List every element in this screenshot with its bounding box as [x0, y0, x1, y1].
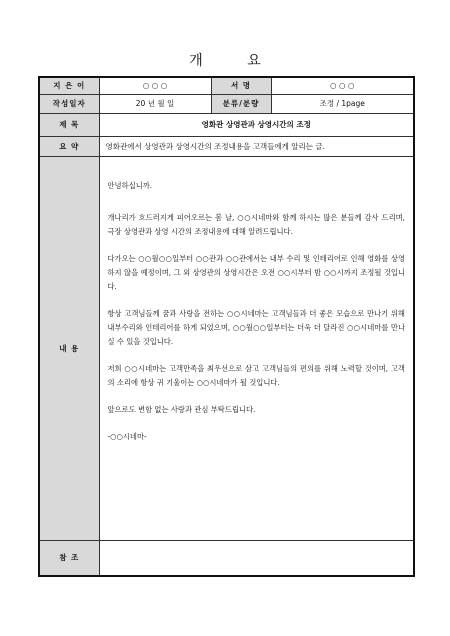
- date-value: 20 년 월 일: [99, 94, 211, 113]
- category-value: 조정 / 1page: [271, 94, 414, 113]
- document-title: 개 요: [189, 53, 281, 69]
- content-body: [99, 156, 414, 540]
- category-label: 분류/분량: [211, 94, 271, 113]
- summary-label: 요 약: [39, 136, 99, 156]
- summary-value: 영화관에서 상영관과 상영시간의 조정내용을 고객들에게 알리는 글.: [99, 136, 414, 156]
- reference-value: [99, 540, 414, 576]
- reference-label: 참 조: [39, 540, 99, 576]
- document-form: [38, 76, 415, 577]
- content-paragraph: 안녕하십니까.: [107, 180, 153, 190]
- content-paragraph: 앞으로도 변함 없는 사랑과 관심 부탁드립니다.: [107, 404, 256, 414]
- content-paragraph: 저희 ○○시네마는 고객만족을 최우선으로 삼고 고객님들의 편의를 위해 노력할 것이며, 고객의 소리에 항상 귀 기울이는 ○○시네마가 될 것입니다.: [107, 363, 405, 387]
- content-paragraph: 개나리가 흐드러지게 피어오르는 봄 날, ○○시네마와 함께 하시는 많은 분들께 감사 드리며, 극장 상영관과 상영 시간의 조정내용에 대해 알려드립니다.: [107, 212, 405, 236]
- content-paragraph: 항상 고객님들께 꿈과 사랑을 전하는 ○○시네마는 고객님들과 더 좋은 모습으로 만나기 위해 내부수리와 인테리어를 하게 되었으며, ○○월○○일부터는 더욱 더 달라진 ○○시네마를 만나실 수 있을 것입니다.: [107, 308, 405, 346]
- content-paragraph: 다가오는 ○○월○○일부터 ○○관과 ○○관에서는 내부 수리 및 인테리어로 인해 영화를 상영하지 않을 예정이며, 그 외 상영관의 상영시간은 오전 ○○시부터 밤 ○○시까지 조정될 것입니다.: [107, 253, 405, 291]
- content-label: 내 용: [39, 156, 99, 540]
- author-value: ○ ○ ○: [99, 77, 211, 94]
- name-value: ○ ○ ○: [271, 77, 414, 94]
- author-label: 지 은 이: [39, 77, 99, 94]
- content-paragraph: -○○시네마-: [107, 431, 147, 441]
- date-label: 작성일자: [39, 94, 99, 113]
- subject-value: 영화관 상영관과 상영시간의 조정: [99, 113, 414, 136]
- name-label: 서 명: [211, 77, 271, 94]
- subject-label: 제 목: [39, 113, 99, 136]
